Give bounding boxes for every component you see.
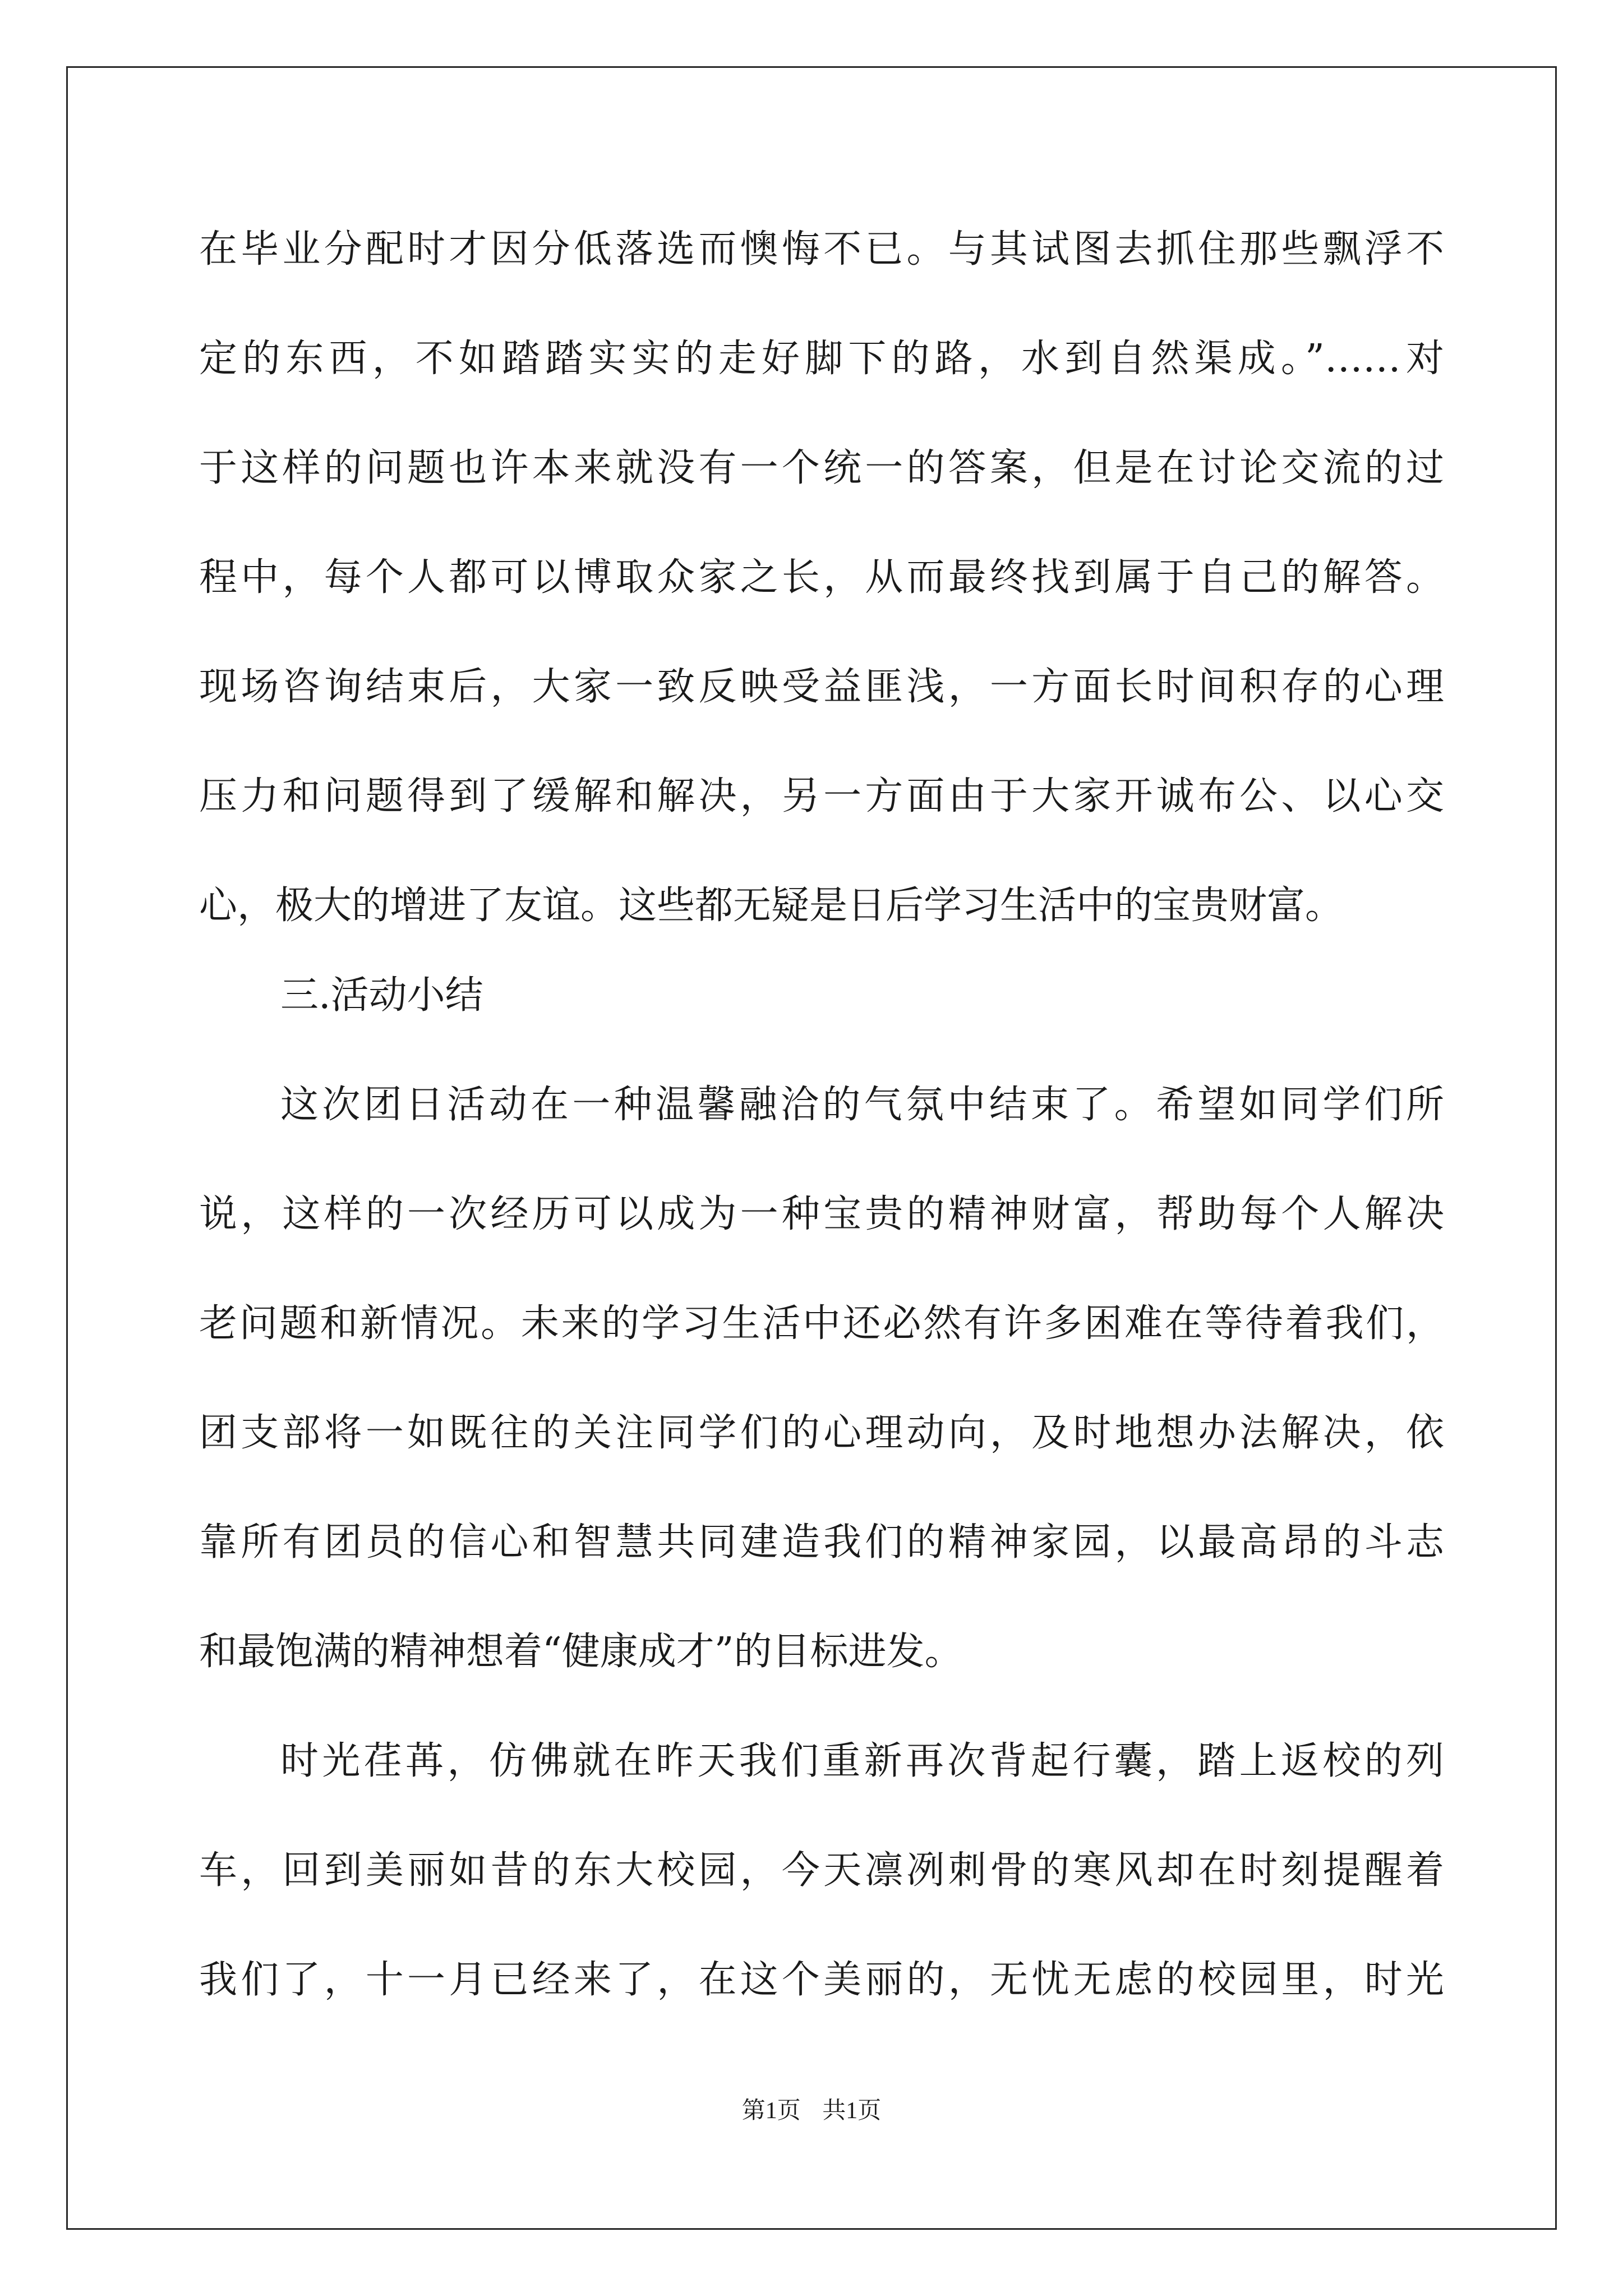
section-heading: 三.活动小结	[280, 973, 483, 1018]
page-number: 第1页	[741, 2098, 801, 2124]
body-line: 和最饱满的精神想着“健康成才”的目标进发。	[199, 1630, 963, 1674]
body-line: 靠所有团员的信心和智慧共同建造我们的精神家园，以最高昂的斗志	[199, 1520, 1444, 1565]
body-line: 程中，每个人都可以博取众家之长，从而最终找到属于自己的解答。	[199, 555, 1444, 600]
page-border	[66, 66, 1557, 2230]
body-line: 在毕业分配时才因分低落选而懊悔不已。与其试图去抓住那些飘浮不	[199, 227, 1444, 272]
body-line: 说，这样的一次经历可以成为一种宝贵的精神财富，帮助每个人解决	[199, 1192, 1444, 1236]
body-line: 团支部将一如既往的关注同学们的心理动向，及时地想办法解决，依	[199, 1411, 1444, 1455]
page-total: 共1页	[822, 2098, 882, 2124]
body-line: 压力和问题得到了缓解和解决，另一方面由于大家开诚布公、以心交	[199, 774, 1444, 818]
body-line: 现场咨询结束后，大家一致反映受益匪浅，一方面长时间积存的心理	[199, 665, 1444, 709]
body-line: 这次团日活动在一种温馨融洽的气氛中结束了。希望如同学们所	[280, 1083, 1444, 1127]
page-footer	[0, 2097, 1623, 2125]
body-line: 老问题和新情况。未来的学习生活中还必然有许多困难在等待着我们，	[199, 1301, 1444, 1346]
body-line: 我们了，十一月已经来了，在这个美丽的，无忧无虑的校园里，时光	[199, 1958, 1444, 2002]
body-line: 定的东西，不如踏踏实实的走好脚下的路，水到自然渠成。”……对	[199, 337, 1444, 381]
body-line: 时光荏苒，仿佛就在昨天我们重新再次背起行囊，踏上返校的列	[280, 1739, 1444, 1783]
body-line: 于这样的问题也许本来就没有一个统一的答案，但是在讨论交流的过	[199, 446, 1444, 490]
body-line: 心，极大的增进了友谊。这些都无疑是日后学习生活中的宝贵财富。	[199, 884, 1344, 928]
body-line: 车，回到美丽如昔的东大校园，今天凛冽刺骨的寒风却在时刻提醒着	[199, 1848, 1444, 1893]
